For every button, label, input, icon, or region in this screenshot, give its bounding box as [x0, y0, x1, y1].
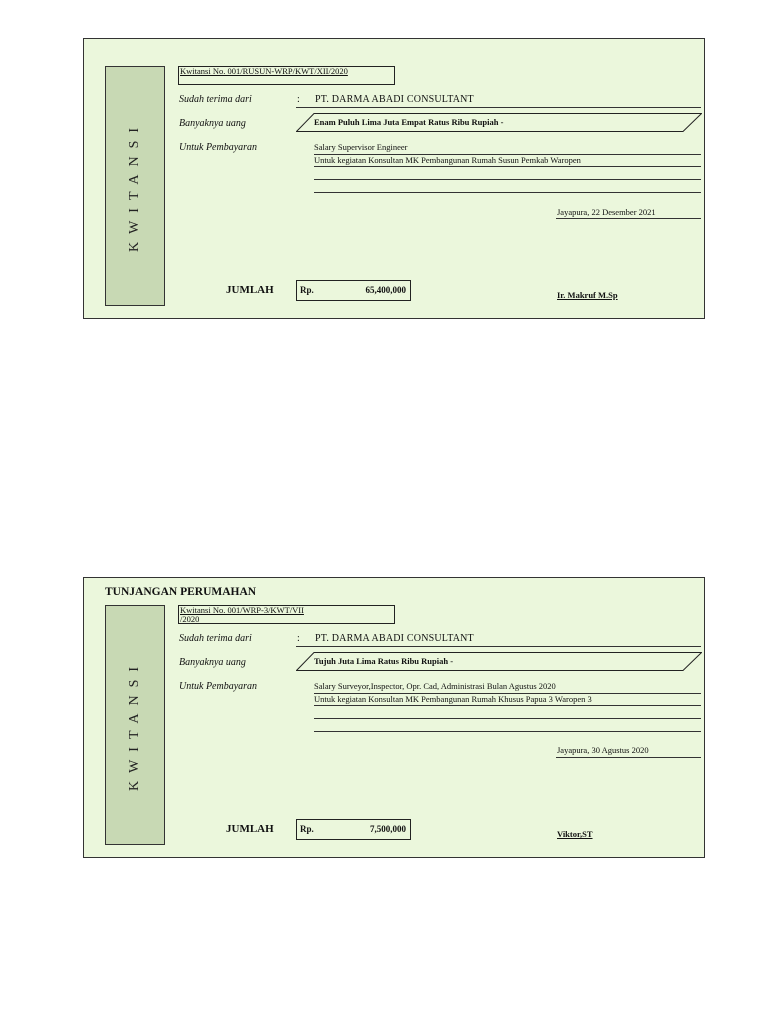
amount-words-label: Banyaknya uang: [179, 657, 246, 668]
received-from-underline: [296, 646, 701, 647]
purpose-underline-2: [314, 166, 701, 167]
receipt-side-panel: [105, 66, 165, 306]
purpose-underline-2: [314, 705, 701, 706]
received-from-label: Sudah terima dari: [179, 94, 252, 105]
total-label: JUMLAH: [226, 284, 274, 296]
currency-label: Rp.: [300, 285, 314, 295]
currency-label: Rp.: [300, 824, 314, 834]
purpose-line-1: Salary Surveyor,Inspector, Opr. Cad, Administrasi Bulan Agustus 2020: [314, 681, 556, 691]
purpose-line-1: Salary Supervisor Engineer: [314, 142, 408, 152]
amount-words-value: Enam Puluh Lima Juta Empat Ratus Ribu Rupiah -: [314, 117, 504, 127]
received-from-value: PT. DARMA ABADI CONSULTANT: [315, 633, 474, 644]
receipt-card: [83, 38, 705, 319]
receipt-number-box: [178, 66, 395, 85]
received-from-colon: :: [297, 633, 300, 644]
purpose-underline-3: [314, 179, 701, 180]
place-date-underline: [556, 218, 701, 219]
amount-words-box: [296, 113, 702, 132]
total-amount-box: [296, 280, 411, 301]
receipt-side-panel: [105, 605, 165, 845]
received-from-value: PT. DARMA ABADI CONSULTANT: [315, 94, 474, 105]
purpose-underline-3: [314, 718, 701, 719]
total-amount-value: 65,400,000: [365, 285, 406, 295]
received-from-colon: :: [297, 94, 300, 105]
total-label: JUMLAH: [226, 823, 274, 835]
amount-words-label: Banyaknya uang: [179, 118, 246, 129]
receipt-side-title: KWITANSI: [127, 658, 142, 792]
receipt-number-line: /2020: [180, 614, 200, 624]
purpose-underline-4: [314, 731, 701, 732]
received-from-label: Sudah terima dari: [179, 633, 252, 644]
purpose-label: Untuk Pembayaran: [179, 142, 258, 153]
total-amount-box: [296, 819, 411, 840]
signer-name: Viktor,ST: [557, 829, 593, 839]
place-date: Jayapura, 30 Agustus 2020: [557, 745, 649, 755]
purpose-label: Untuk Pembayaran: [179, 681, 258, 692]
place-date-underline: [556, 757, 701, 758]
amount-words-box: [296, 652, 702, 671]
receipt-number-line: Kwitansi No. 001/WRP-3/KWT/VII: [180, 605, 304, 615]
purpose-underline-4: [314, 192, 701, 193]
signer-name: Ir. Makruf M.Sp: [557, 290, 618, 300]
purpose-line-2: Untuk kegiatan Konsultan MK Pembangunan Rumah Susun Pemkab Waropen: [314, 155, 581, 165]
receipt-card: [83, 577, 705, 858]
place-date: Jayapura, 22 Desember 2021: [557, 207, 656, 217]
received-from-underline: [296, 107, 701, 108]
receipt-number-box: [178, 605, 395, 624]
receipt-number-line: Kwitansi No. 001/RUSUN-WRP/KWT/XII/2020: [180, 66, 348, 76]
amount-words-value: Tujuh Juta Lima Ratus Ribu Rupiah -: [314, 656, 454, 666]
receipt-side-title: KWITANSI: [127, 119, 142, 253]
total-amount-value: 7,500,000: [370, 824, 406, 834]
allowance-title: TUNJANGAN PERUMAHAN: [105, 586, 257, 598]
purpose-line-2: Untuk kegiatan Konsultan MK Pembangunan Rumah Khusus Papua 3 Waropen 3: [314, 694, 592, 704]
